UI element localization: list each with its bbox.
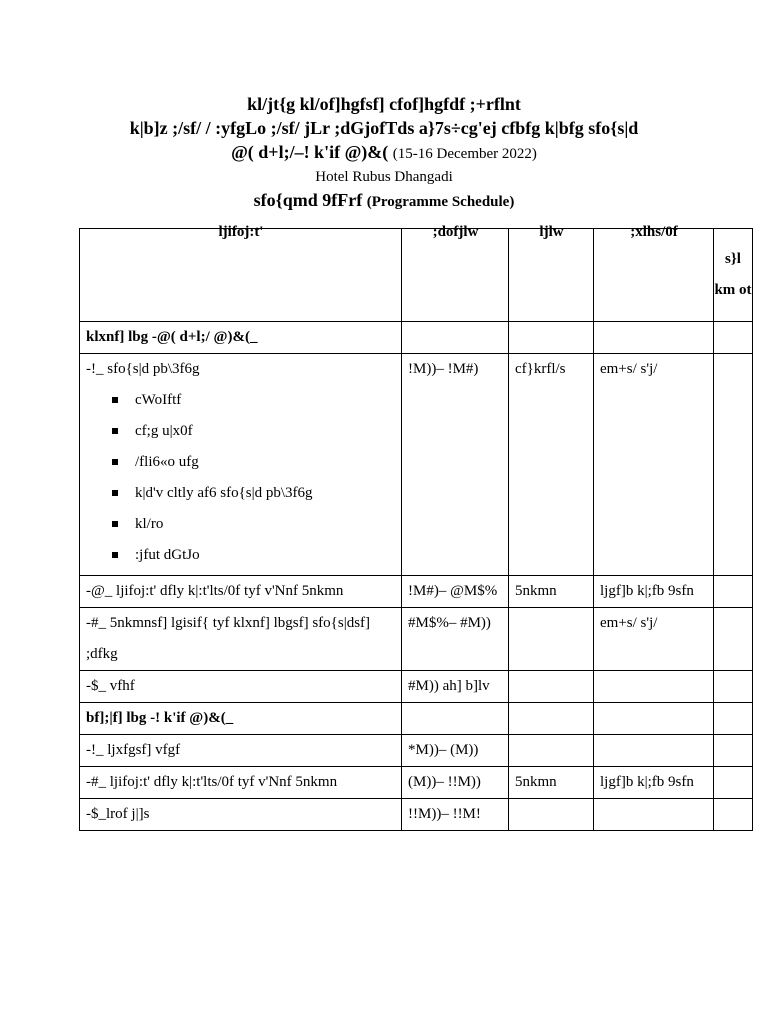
- schedule-title-english: (Programme Schedule): [366, 194, 515, 210]
- schedule-title-main: sfo{qmd 9fFrf: [253, 190, 363, 210]
- column-header-method: ljlw: [509, 229, 594, 322]
- column-header-time: ;dofjlw: [402, 229, 509, 322]
- row-method: [509, 671, 594, 703]
- row-time: #M)) ah] b]lv: [402, 671, 509, 703]
- row-method: [509, 735, 594, 767]
- row-remarks: [714, 608, 753, 671]
- header-date-line: [0, 140, 768, 166]
- row-topic: -#_ ljifoj:t' dfly k|:t'lts/0f tyf v'Nnf 5nkmn: [80, 767, 402, 799]
- row-time: !!M))– !!M!: [402, 799, 509, 831]
- schedule-table: [79, 224, 753, 831]
- table-row: [80, 767, 753, 799]
- header-date-english: (15-16 December 2022): [392, 146, 537, 162]
- row-topic-text: -!_ sfo{s|d pb\3f6g: [86, 361, 200, 377]
- table-row: [80, 799, 753, 831]
- row-topic: -#_ 5nkmnsf] lgisif{ tyf klxnf] lbgsf] sfo{s|dsf] ;dfkg: [80, 608, 402, 671]
- table-row: [80, 576, 753, 608]
- column-header-topic: ljifoj:t': [80, 229, 402, 322]
- row-topic: -!_ ljxfgsf] vfgf: [80, 735, 402, 767]
- header-date-nepali: @( d+l;/–! k'if @)&(: [231, 142, 389, 162]
- row-time: #M$%– #M)): [402, 608, 509, 671]
- table-row: [80, 735, 753, 767]
- row-time: *M))– (M)): [402, 735, 509, 767]
- day1-label: klxnf] lbg -@( d+l;/ @)&(_: [80, 322, 402, 354]
- row-topic: -@_ ljifoj:t' dfly k|:t'lts/0f tyf v'Nnf 5nkmn: [80, 576, 402, 608]
- header-line-1: kl/jt{g kl/of]hgfsf] cfof]hgfdf ;+rflnt: [247, 94, 521, 114]
- row-facilitator: em+s/ s'j/: [594, 608, 714, 671]
- list-item: cWoIftf: [112, 385, 396, 416]
- row-time: (M))– !!M)): [402, 767, 509, 799]
- row-remarks: [714, 735, 753, 767]
- row-topic: -$_lrof j|]s: [80, 799, 402, 831]
- day2-header-row: [80, 703, 753, 735]
- table-row: [80, 354, 753, 576]
- row-remarks: [714, 799, 753, 831]
- row-method: cf}krfl/s: [509, 354, 594, 576]
- list-item: k|d'v cltly af6 sfo{s|d pb\3f6g: [112, 478, 396, 509]
- column-header-facilitator: ;xlhs/0f: [594, 229, 714, 322]
- header-line-2: k|b]z ;/sf/ / :yfgLo ;/sf/ jLr ;dGjofTds a}7s÷cg'ej cfbfg k|bfg sfo{s|d: [129, 118, 639, 138]
- row-method: 5nkmn: [509, 576, 594, 608]
- row-method: 5nkmn: [509, 767, 594, 799]
- row-remarks: [714, 767, 753, 799]
- list-item: /fli6«o ufg: [112, 447, 396, 478]
- row-topic: -$_ vfhf: [80, 671, 402, 703]
- row-method: [509, 799, 594, 831]
- row-facilitator: ljgf]b k|;fb 9sfn: [594, 576, 714, 608]
- row-facilitator: [594, 671, 714, 703]
- list-item: cf;g u|x0f: [112, 416, 396, 447]
- table-row: [80, 671, 753, 703]
- schedule-title: [0, 188, 768, 214]
- row-remarks: [714, 354, 753, 576]
- day2-label: bf];|f] lbg -! k'if @)&(_: [80, 703, 402, 735]
- row-time: !M))– !M#): [402, 354, 509, 576]
- row-facilitator: em+s/ s'j/: [594, 354, 714, 576]
- row-time: !M#)– @M$%: [402, 576, 509, 608]
- row-remarks: [714, 671, 753, 703]
- row-facilitator: [594, 735, 714, 767]
- row-facilitator: ljgf]b k|;fb 9sfn: [594, 767, 714, 799]
- day1-header-row: [80, 322, 753, 354]
- row-facilitator: [594, 799, 714, 831]
- table-header-row: [80, 229, 753, 322]
- row-remarks: [714, 576, 753, 608]
- row-method: [509, 608, 594, 671]
- column-header-remarks: s}l km ot: [714, 229, 753, 322]
- list-item: kl/ro: [112, 509, 396, 540]
- document-header: [0, 92, 768, 214]
- header-venue: Hotel Rubus Dhangadi: [315, 169, 453, 185]
- row-topic: [80, 354, 402, 576]
- table-row: [80, 608, 753, 671]
- opening-session-list: [86, 385, 396, 575]
- list-item: :jfut dGtJo: [112, 540, 396, 571]
